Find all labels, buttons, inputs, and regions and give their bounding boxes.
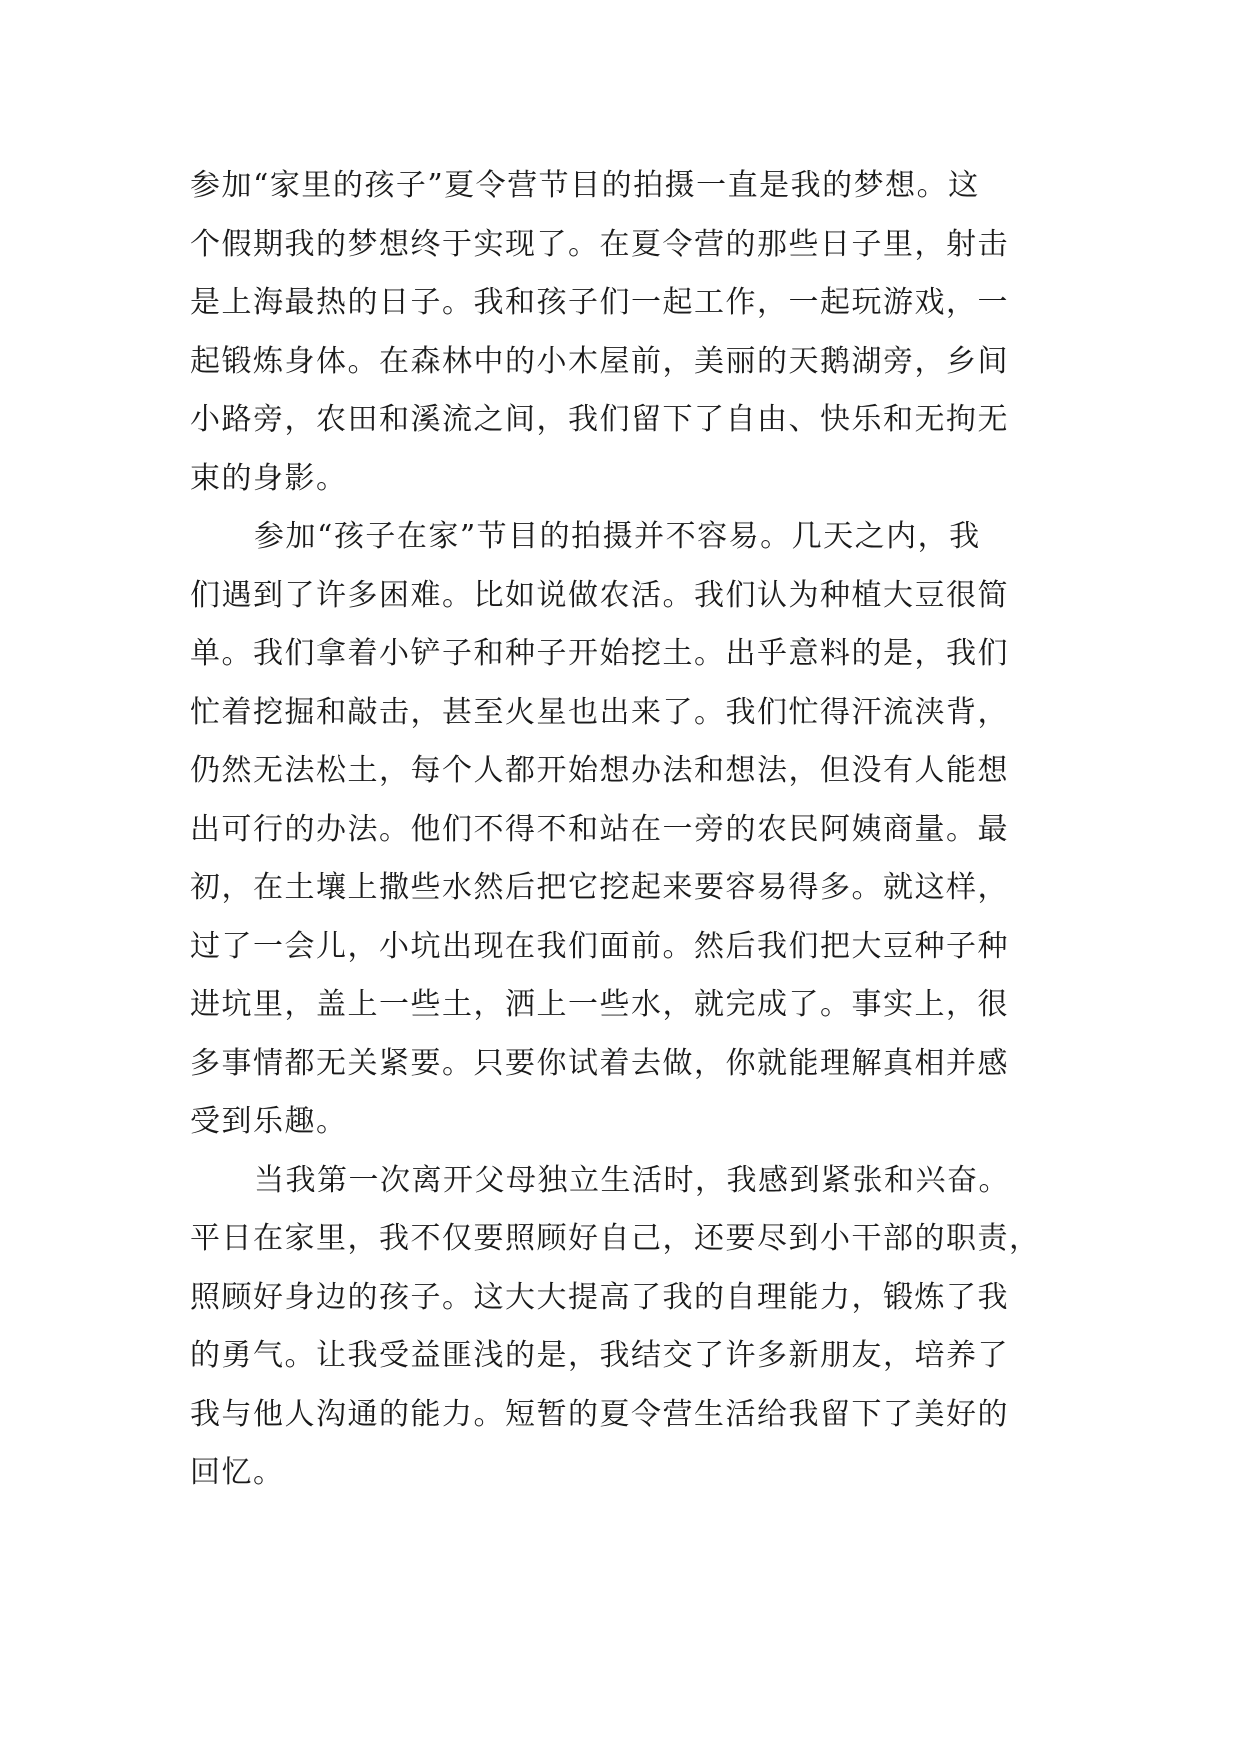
paragraph-line: 平日在家里，我不仅要照顾好自己，还要尽到小干部的职责， — [190, 1221, 1041, 1256]
paragraph-3 — [190, 1152, 1060, 1503]
paragraph-line: 仍然无法松土，每个人都开始想办法和想法，但没有人能想 — [190, 753, 1009, 788]
paragraph-line: 的勇气。让我受益匪浅的是，我结交了许多新朋友，培养了 — [190, 1338, 1009, 1373]
paragraph-1 — [190, 157, 1060, 508]
paragraph-line: 受到乐趣。 — [190, 1104, 348, 1139]
paragraph-line: 起锻炼身体。在森林中的小木屋前，美丽的天鹅湖旁，乡间 — [190, 343, 1009, 379]
paragraph-line: 单。我们拿着小铲子和种子开始挖土。出乎意料的是，我们 — [190, 636, 1009, 671]
paragraph-line: 多事情都无关紧要。只要你试着去做，你就能理解真相并感 — [190, 1045, 1009, 1081]
paragraph-line: 参加“家里的孩子”夏令营节目的拍摄一直是我的梦想。这 — [190, 168, 980, 203]
paragraph-line: 出可行的办法。他们不得不和站在一旁的农民阿姨商量。最 — [190, 811, 1009, 847]
paragraph-line: 过了一会儿，小坑出现在我们面前。然后我们把大豆种子种 — [190, 928, 1009, 964]
document-body — [190, 157, 1060, 1503]
paragraph-line: 回忆。 — [190, 1455, 285, 1490]
paragraph-line: 束的身影。 — [190, 460, 348, 496]
paragraph-line: 小路旁，农田和溪流之间，我们留下了自由、快乐和无拘无 — [190, 402, 1009, 437]
paragraph-line: 是上海最热的日子。我和孩子们一起工作，一起玩游戏，一 — [190, 285, 1009, 320]
paragraph-line: 个假期我的梦想终于实现了。在夏令营的那些日子里，射击 — [190, 226, 1009, 262]
paragraph-line: 照顾好身边的孩子。这大大提高了我的自理能力，锻炼了我 — [190, 1279, 1009, 1315]
paragraph-line: 忙着挖掘和敲击，甚至火星也出来了。我们忙得汗流浃背， — [190, 694, 1009, 730]
paragraph-line: 进坑里，盖上一些土，洒上一些水，就完成了。事实上，很 — [190, 987, 1009, 1022]
paragraph-line: 初，在土壤上撒些水然后把它挖起来要容易得多。就这样， — [190, 870, 1009, 905]
paragraph-line: 我与他人沟通的能力。短暂的夏令营生活给我留下了美好的 — [190, 1396, 1009, 1432]
paragraph-line: 当我第一次离开父母独立生活时，我感到紧张和兴奋。 — [254, 1162, 1010, 1198]
paragraph-2 — [190, 508, 1060, 1152]
paragraph-line: 们遇到了许多困难。比如说做农活。我们认为种植大豆很简 — [190, 577, 1009, 613]
paragraph-line: 参加“孩子在家”节目的拍摄并不容易。几天之内，我 — [254, 519, 981, 554]
